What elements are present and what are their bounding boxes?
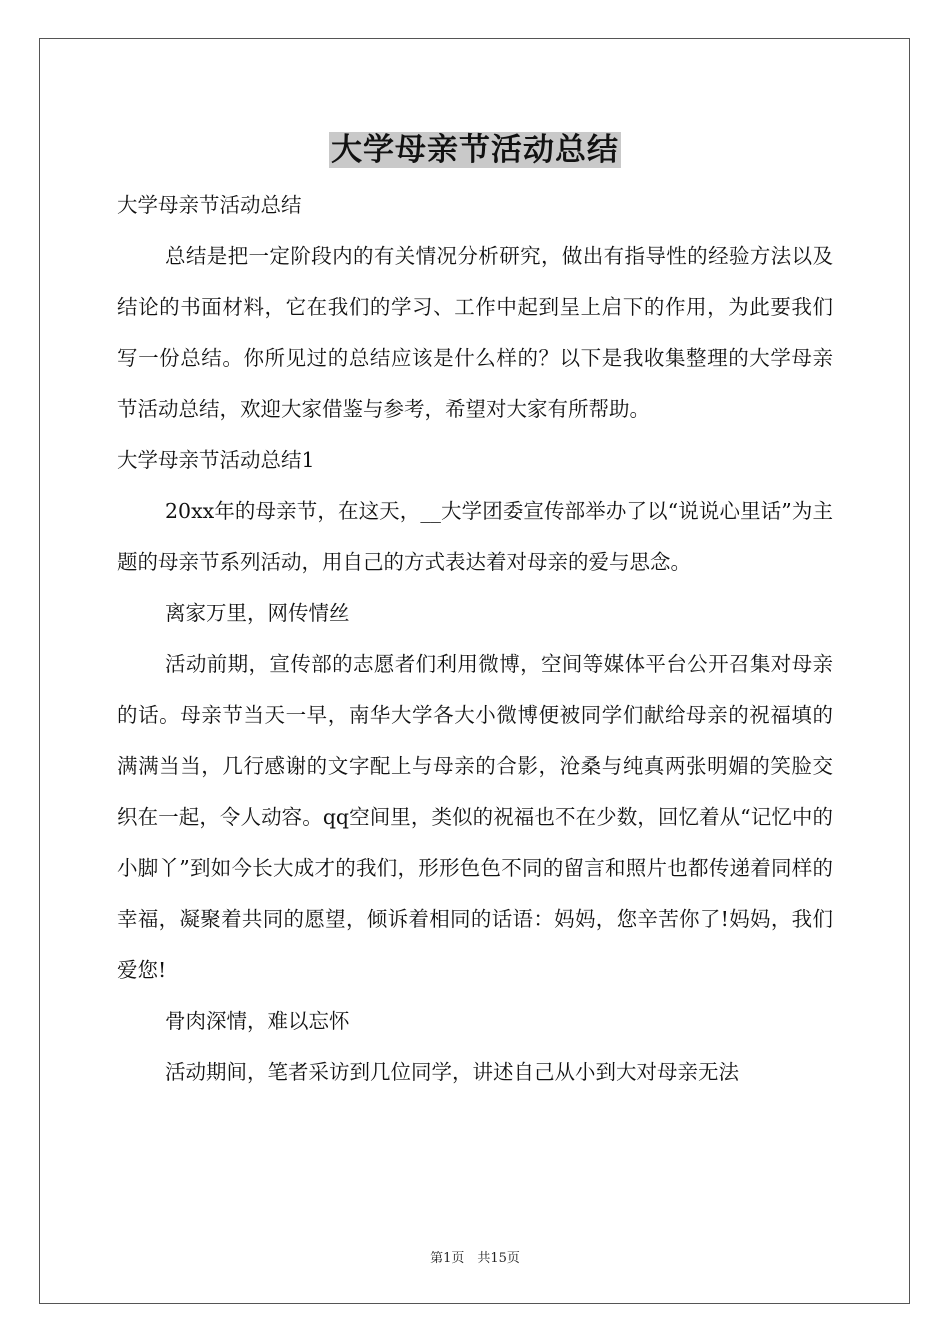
subheading: 骨肉深情，难以忘怀 <box>165 1009 350 1033</box>
intro-paragraph: 总结是把一定阶段内的有关情况分析研究，做出有指导性的经验方法以及结论的书面材料，它在我们的学习、工作中起到呈上启下的作用，为此要我们写一份总结。你所见过的总结应该是什么样的？以下是我收集整理的大学母亲节活动总结，欢迎大家借鉴与参考，希望对大家有所帮助。 <box>117 244 833 421</box>
section-paragraph: 20xx年的母亲节，在这天，__大学团委宣传部举办了以“说说心里话”为主题的母亲节系列活动，用自己的方式表达着对母亲的爱与思念。 <box>117 499 833 574</box>
document-title: 大学母亲节活动总结 <box>331 132 619 168</box>
document-body <box>117 180 833 1098</box>
subheading: 离家万里，网传情丝 <box>165 601 350 625</box>
section-paragraph: 活动期间，笔者采访到几位同学，讲述自己从小到大对母亲无法 <box>165 1060 739 1084</box>
section-heading: 大学母亲节活动总结1 <box>117 448 315 472</box>
document-title-wrap <box>0 128 950 172</box>
page-footer: 第1页 共15页 <box>430 1251 520 1266</box>
document-subtitle: 大学母亲节活动总结 <box>117 193 302 217</box>
section-paragraph: 活动前期，宣传部的志愿者们利用微博，空间等媒体平台公开召集对母亲的话。母亲节当天一早，南华大学各大小微博便被同学们献给母亲的祝福填的满满当当，几行感谢的文字配上与母亲的合影，沧桑与纯真两张明媚的笑脸交织在一起，令人动容。qq空间里，类似的祝福也不在少数，回忆着从“记忆中的小脚丫”到如今长大成才的我们，形形色色不同的留言和照片也都传递着同样的幸福，凝聚着共同的愿望，倾诉着相同的话语：妈妈，您辛苦你了!妈妈，我们爱您! <box>117 652 833 982</box>
